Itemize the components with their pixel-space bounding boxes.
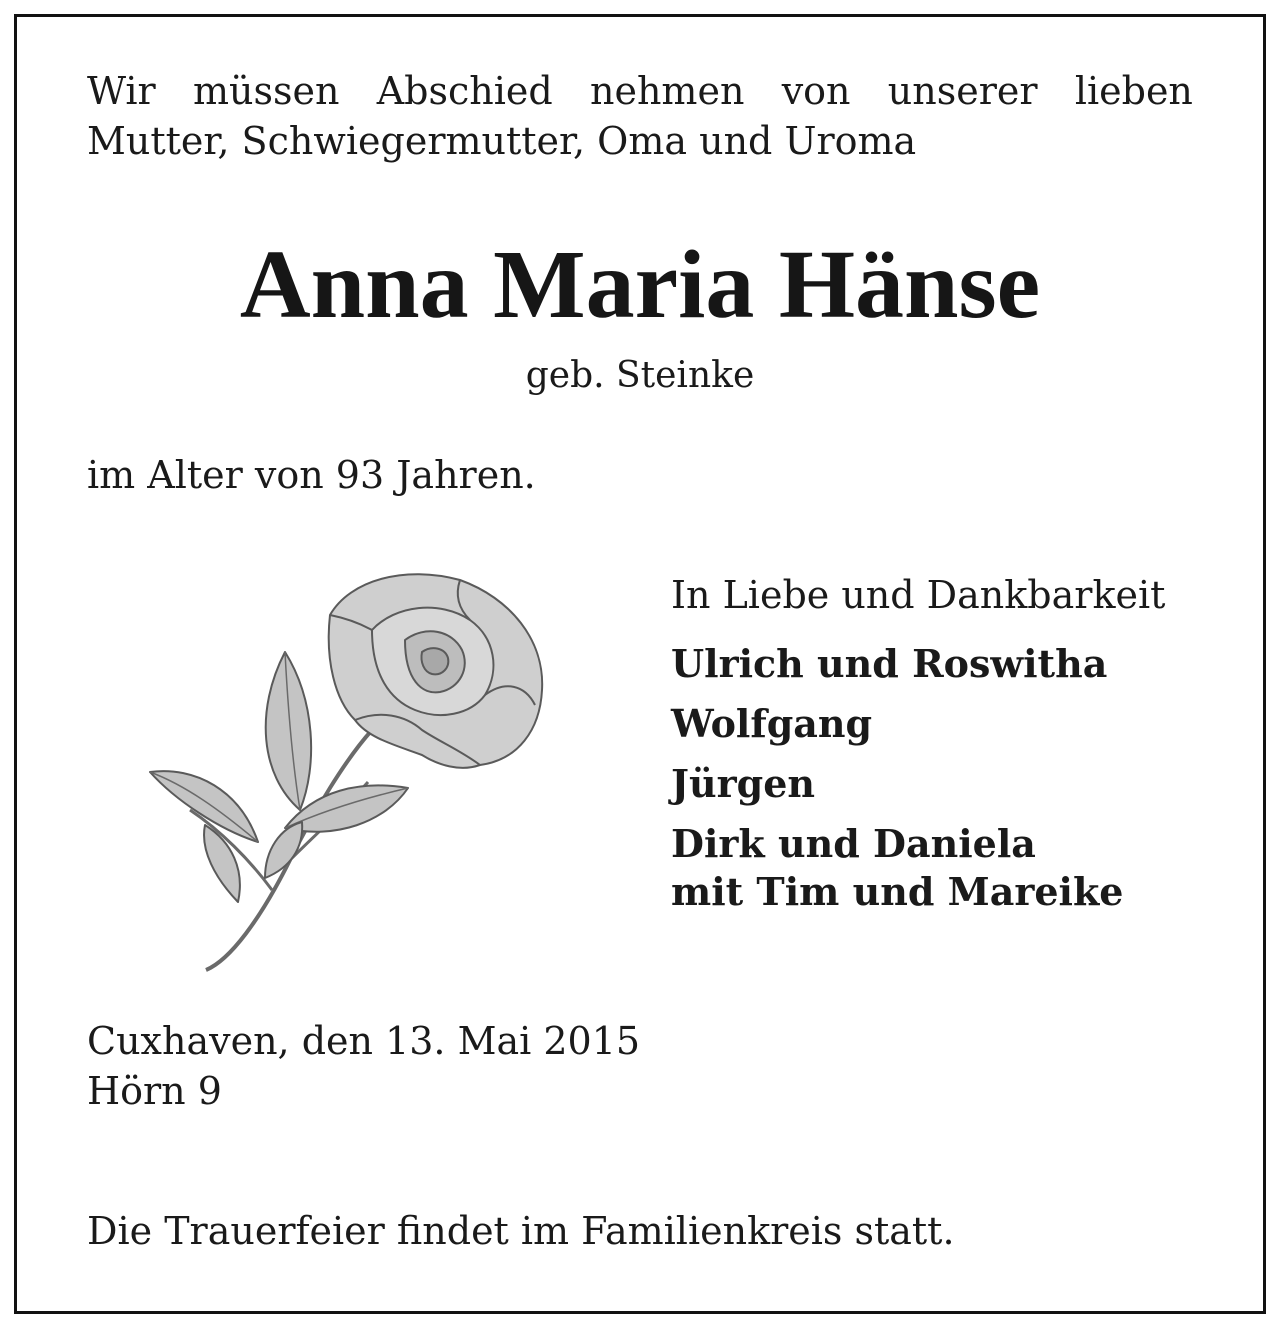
intro-word: nehmen	[590, 69, 745, 113]
rose-icon	[140, 560, 560, 980]
mourner-name: Dirk und Daniela	[671, 821, 1036, 866]
mourner-name: Jürgen	[671, 761, 816, 806]
birth-name: geb. Steinke	[525, 355, 755, 396]
deceased-name: Anna Maria Hänse	[239, 231, 1041, 339]
mourners-list	[671, 640, 1123, 928]
mourners-heading: In Liebe und Dankbarkeit	[671, 573, 1166, 617]
mourner-name: mit Tim und Mareike	[671, 869, 1124, 914]
intro-line-2: Mutter, Schwiegermutter, Oma und Uroma	[87, 119, 917, 163]
intro-word: lieben	[1074, 69, 1193, 113]
intro-word: Abschied	[376, 69, 553, 113]
mourner-name: Ulrich und Roswitha	[671, 641, 1108, 686]
ceremony-note: Die Trauerfeier findet im Familienkreis statt.	[87, 1209, 955, 1253]
intro-text	[87, 66, 1193, 166]
rose-leaf	[266, 652, 311, 810]
intro-word: müssen	[192, 69, 340, 113]
intro-word: unserer	[887, 69, 1038, 113]
place-date	[87, 1016, 640, 1116]
city-date: Cuxhaven, den 13. Mai 2015	[87, 1019, 641, 1063]
mourner-name: Wolfgang	[671, 701, 873, 746]
intro-word: von	[781, 69, 851, 113]
age-text: im Alter von 93 Jahren.	[87, 453, 536, 497]
intro-word: Wir	[87, 69, 156, 113]
address: Hörn 9	[87, 1069, 222, 1113]
intro-line-1	[87, 66, 1193, 116]
